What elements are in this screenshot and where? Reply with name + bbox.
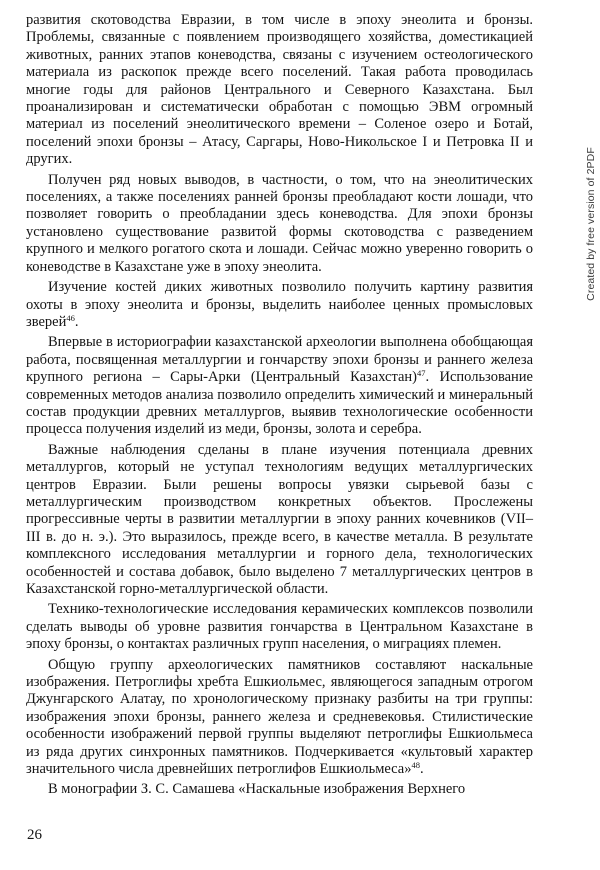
page-number: 26 [27,827,42,843]
paragraph [26,657,533,779]
paragraph-tail: . Использование современных методов анализа позволило определить химический и минеральный состав продукции древних металлургов, выявив технологические особенности процесса получения изделий из меди, бронзы, золота и серебра. [26,369,533,438]
paragraph [26,279,533,331]
paragraph-text: Изучение костей диких животных позволило получить картину развития охоты в эпоху энеолита и бронзы, выделить наиболее ценных промысловых зверей [26,279,533,330]
footnote-ref: 47 [417,368,426,379]
paragraph-tail: . [74,313,79,330]
paragraph [26,601,533,653]
footnote-ref: 46 [66,312,75,323]
paragraph-text: развития скотоводства Евразии, в том числе в эпоху энеолита и бронзы. Проблемы, связанные с появлением производящего хозяйства, доместикацией животных, ранних этапов коневодства, связаны с изучением остеологического материала из раскопок прежде всего поселений. Такая работа проводилась многие годы для районов Центрального и Северного Казахстана. Был проанализирован и систематически обработан с помощью ЭВМ огромный материал из поселений энеолитического времени – Соленое озеро и Ботай, поселений эпохи бронзы – Атасу, Саргары, Ново-Никольское I и Петровка II и других. [26,12,533,168]
paragraph [26,442,533,599]
page-body [26,12,533,799]
paragraph-text: В монографии З. С. Самашева «Наскальные изображения Верхнего [48,781,466,798]
footnote-ref: 48 [411,760,420,771]
paragraph-text: Общую группу археологических памятников составляют наскальные изображения. Петроглифы хребта Ешкиольмес, являющегося западным отрогом Джунгарского Алатау, по хронологическому признаку разбиты на три группы: изображения эпохи бронзы, раннего железа и средневековья. Стилистические особенности изображений первой группы выделяют петроглифы Ешкиольмеса из ряда других синхронных памятников. Подчеркивается «культовый характер значительного числа древнейших петроглифов Ешкиольмеса» [26,656,533,778]
paragraph-continued [26,12,533,169]
paragraph-text: Получен ряд новых выводов, в частности, о том, что на энеолитических поселениях, а также поселениях ранней бронзы преобладают кости лошади, что позволяет говорить о преобладании здесь коневодства. Для эпохи бронзы установлено существование развитой формы скотоводства с разведением крупного и мелкого рогатого скота и лошади. Сейчас можно уверенно говорить о коневодстве в Казахстане уже в эпоху энеолита. [26,171,533,275]
paragraph-continues [26,781,533,798]
paragraph-tail: . [419,761,424,778]
paragraph-text: Впервые в историографии казахстанской археологии выполнена обобщающая работа, посвященная металлургии и гончарству эпохи бронзы и раннего железа крупного региона – Сары-Арки (Центральный Казахстан) [26,334,533,386]
paragraph-text: Важные наблюдения сделаны в плане изучения потенциала древних металлургов, который не уступал технологиям ведущих металлургических центров Евразии. Были решены вопросы увязки сырьевой базы с металлургическим производством конкретных объектов. Прослежены прогрессивные черты в развитии металлургии в эпоху ранних кочевников (VII–III в. до н. э.). Это выразилось, прежде всего, в качестве металла. В результате комплексного исследования металлургии и горного дела, технологических особенностей и состава добавок, было выделено 7 металлургических центров в Казахстанской горно-металлургической области. [26,441,533,597]
paragraph [26,172,533,276]
paragraph [26,334,533,438]
paragraph-text: Технико-технологические исследования керамических комплексов позволили сделать выводы об уровне развития гончарства в Центральном Казахстане в эпоху бронзы, о контактах различных групп населения, о миграциях племен. [26,601,533,653]
watermark-text: Created by free version of 2PDF [585,147,597,301]
